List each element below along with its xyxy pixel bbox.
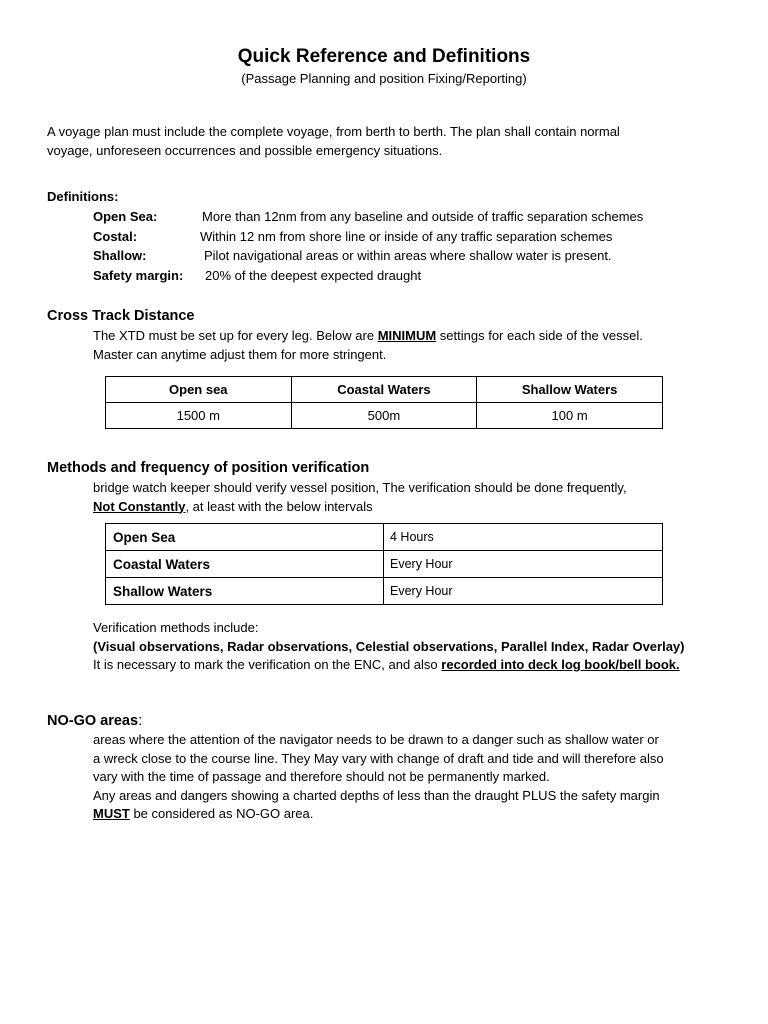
definition-term: Open Sea: (93, 209, 158, 224)
page-title: Quick Reference and Definitions (237, 46, 531, 67)
table-cell: 1500 m (106, 403, 292, 429)
nogo-heading-colon: : (138, 713, 143, 729)
mark-line-pre: It is necessary to mark the verification on the ENC, and also (93, 657, 442, 672)
verification-paragraph (93, 479, 733, 516)
xtd-heading: Cross Track Distance (47, 308, 195, 324)
not-constantly-emphasis: Not Constantly (93, 498, 186, 514)
minimum-emphasis: MINIMUM (377, 328, 437, 343)
nogo-line-2: a wreck close to the course line. They May vary with change of draft and tide and will therefore also (93, 750, 664, 766)
definitions-heading: Definitions: (47, 189, 119, 204)
definition-term: Shallow: (93, 248, 147, 263)
table-cell-interval: Every Hour (384, 578, 663, 605)
verification-interval-table (105, 523, 663, 605)
definition-desc: Pilot navigational areas or within areas where shallow water is present. (204, 248, 612, 263)
table-row (106, 524, 663, 551)
methods-list: (Visual observations, Radar observations, Celestial observations, Parallel Index, Radar Overlay) (93, 638, 685, 654)
definition-desc: More than 12nm from any baseline and outside of traffic separation schemes (202, 209, 644, 224)
xtd-line-1-post: settings for each side of the vessel. (436, 328, 643, 343)
methods-label: Verification methods include: (93, 620, 259, 635)
verification-line-2-post: , at least with the below intervals (185, 498, 373, 514)
table-row (106, 403, 663, 429)
table-row (106, 578, 663, 605)
table-cell-area: Shallow Waters (106, 578, 384, 605)
table-row (106, 551, 663, 578)
verification-heading: Methods and frequency of position verification (47, 460, 370, 476)
nogo-paragraph (93, 731, 733, 824)
nogo-line-4: Any areas and dangers showing a charted depths of less than the draught PLUS the safety margin (93, 787, 660, 803)
nogo-line-3: vary with the time of passage and therefore should not be permanently marked. (93, 769, 550, 784)
table-header-cell: Shallow Waters (477, 377, 663, 403)
definition-desc: Within 12 nm from shore line or inside of any traffic separation schemes (200, 229, 613, 244)
xtd-table (105, 376, 663, 429)
intro-paragraph (47, 123, 727, 160)
xtd-line-2: Master can anytime adjust them for more stringent. (93, 346, 387, 362)
must-emphasis: MUST (93, 806, 130, 821)
table-cell-interval: 4 Hours (384, 524, 663, 551)
definition-shallow (93, 247, 612, 265)
table-cell-area: Open Sea (106, 524, 384, 551)
table-cell: 100 m (477, 403, 663, 429)
intro-line-1: A voyage plan must include the complete voyage, from berth to berth. The plan shall contain normal (47, 124, 620, 139)
definition-costal (93, 228, 613, 246)
definition-safety-margin (93, 267, 422, 285)
definition-term: Safety margin: (93, 268, 184, 283)
table-cell-area: Coastal Waters (106, 551, 384, 578)
table-cell: 500m (291, 403, 477, 429)
verification-methods (93, 619, 733, 675)
table-header-row (106, 377, 663, 403)
xtd-line-1-pre: The XTD must be set up for every leg. Below are (93, 328, 378, 343)
nogo-heading-text: NO-GO areas (47, 713, 139, 729)
page-subtitle: (Passage Planning and position Fixing/Reporting) (241, 71, 527, 86)
table-cell-interval: Every Hour (384, 551, 663, 578)
verification-line-1: bridge watch keeper should verify vessel position, The verification should be done frequently, (93, 480, 627, 495)
definition-desc: 20% of the deepest expected draught (205, 268, 422, 283)
nogo-heading (47, 713, 142, 729)
nogo-line-1: areas where the attention of the navigator needs to be drawn to a danger such as shallow water or (93, 732, 659, 747)
table-header-cell: Open sea (106, 377, 292, 403)
definition-term: Costal: (93, 229, 138, 244)
xtd-paragraph (93, 327, 733, 364)
nogo-line-5-post: be considered as NO-GO area. (129, 806, 314, 821)
table-header-cell: Coastal Waters (291, 377, 477, 403)
intro-line-2: voyage, unforeseen occurrences and possible emergency situations. (47, 142, 443, 158)
log-book-emphasis: recorded into deck log book/bell book. (441, 657, 680, 672)
definition-open-sea (93, 208, 644, 226)
